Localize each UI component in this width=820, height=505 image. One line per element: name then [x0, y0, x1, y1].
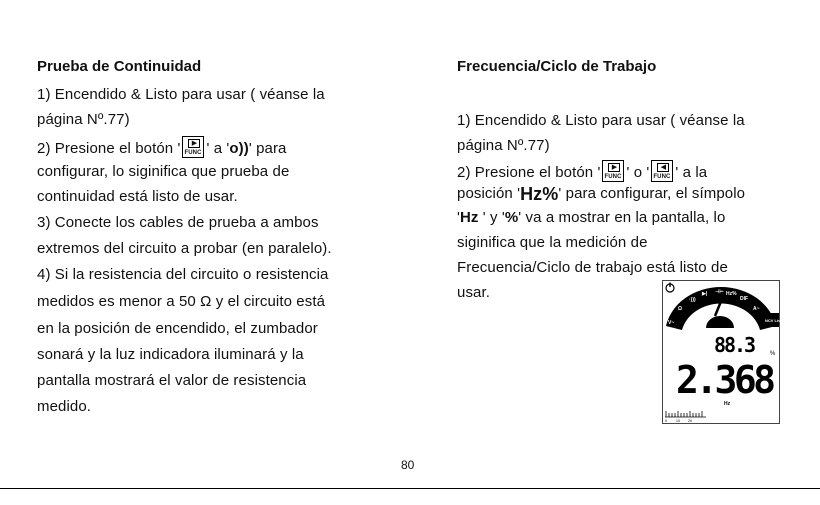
- main-unit: Hz: [724, 401, 731, 407]
- main-reading: 2.368: [676, 358, 776, 402]
- arc-label: Ω: [678, 306, 683, 312]
- page-number: 80: [401, 458, 415, 472]
- text-fragment: posición ': [457, 185, 521, 202]
- text-line: siginifica que la medición de: [457, 234, 648, 251]
- text-line: 4) Si la resistencia del circuito o resistencia: [37, 266, 329, 283]
- arc-label: A~: [753, 306, 760, 312]
- text-line: 3) Conecte los cables de prueba a ambos: [37, 214, 319, 231]
- text-fragment: ' para configurar, el símpolo: [558, 185, 746, 202]
- upper-unit: %: [770, 351, 776, 357]
- arc-label: ▶|: [702, 291, 708, 297]
- arc-label: DIF: [740, 296, 749, 302]
- text-fragment: ' o ': [626, 164, 650, 181]
- text-line: [37, 136, 287, 158]
- section-title-continuity: Prueba de Continuidad: [37, 58, 202, 75]
- arc-label: ·))): [689, 297, 696, 303]
- text-line: pantalla mostrará el valor de resistencia: [37, 372, 307, 389]
- text-line: página Nº.77): [457, 137, 550, 154]
- arc-label: Hz%: [726, 291, 737, 297]
- text-line: página Nº.77): [37, 111, 130, 128]
- text-fragment: 2) Presione el botón ': [457, 164, 601, 181]
- text-fragment: ' a la: [675, 164, 708, 181]
- text-line: usar.: [457, 284, 491, 301]
- bargraph-tick: 10: [676, 419, 680, 423]
- hz-percent-symbol: Hz%: [520, 184, 559, 204]
- arc-label: ⊣⊢: [715, 289, 724, 295]
- text-line: configurar, lo siginifica que prueba de: [37, 163, 290, 180]
- text-line: en la posición de encendido, el zumbador: [37, 320, 318, 337]
- arc-label: NCV Live: [765, 318, 783, 323]
- text-line: [457, 160, 707, 182]
- text-line: sonará y la luz indicadora iluminará y la: [37, 346, 304, 363]
- func-button-icon: ▶ FUNC: [602, 160, 624, 182]
- bargraph-tick: 0: [665, 419, 667, 423]
- bottom-rule: [0, 488, 820, 489]
- percent-label: %: [504, 209, 519, 226]
- section-title-frequency: Frecuencia/Ciclo de Trabajo: [457, 58, 657, 75]
- func-button-icon: ▶ FUNC: [182, 136, 204, 158]
- text-fragment: ' para: [248, 140, 287, 157]
- bargraph-tick: 20: [688, 419, 692, 423]
- text-fragment: ' a ': [206, 140, 230, 157]
- continuity-icon: o)): [229, 140, 249, 157]
- hz-label: Hz: [459, 209, 479, 226]
- upper-reading: 88.3: [714, 333, 756, 357]
- text-line: 1) Encendido & Listo para usar ( véanse la: [37, 86, 325, 103]
- text-line: medidos es menor a 50 Ω y el circuito está: [37, 293, 326, 310]
- arc-label: V~: [668, 320, 675, 326]
- text-line: 1) Encendido & Listo para usar ( véanse la: [457, 112, 745, 129]
- text-line: 'Hz ' y '%' va a mostrar en la pantalla, lo: [457, 209, 726, 226]
- text-fragment: 2) Presione el botón ': [37, 140, 181, 157]
- text-line: medido.: [37, 398, 92, 415]
- text-line: Frecuencia/Ciclo de trabajo está listo de: [457, 259, 728, 276]
- func-back-button-icon: ◀ FUNC: [651, 160, 673, 182]
- text-line: extremos del circuito a probar (en paralelo).: [37, 240, 332, 257]
- lcd-display-illustration: [662, 280, 783, 424]
- text-line: continuidad está listo de usar.: [37, 188, 238, 205]
- text-line: [457, 184, 745, 205]
